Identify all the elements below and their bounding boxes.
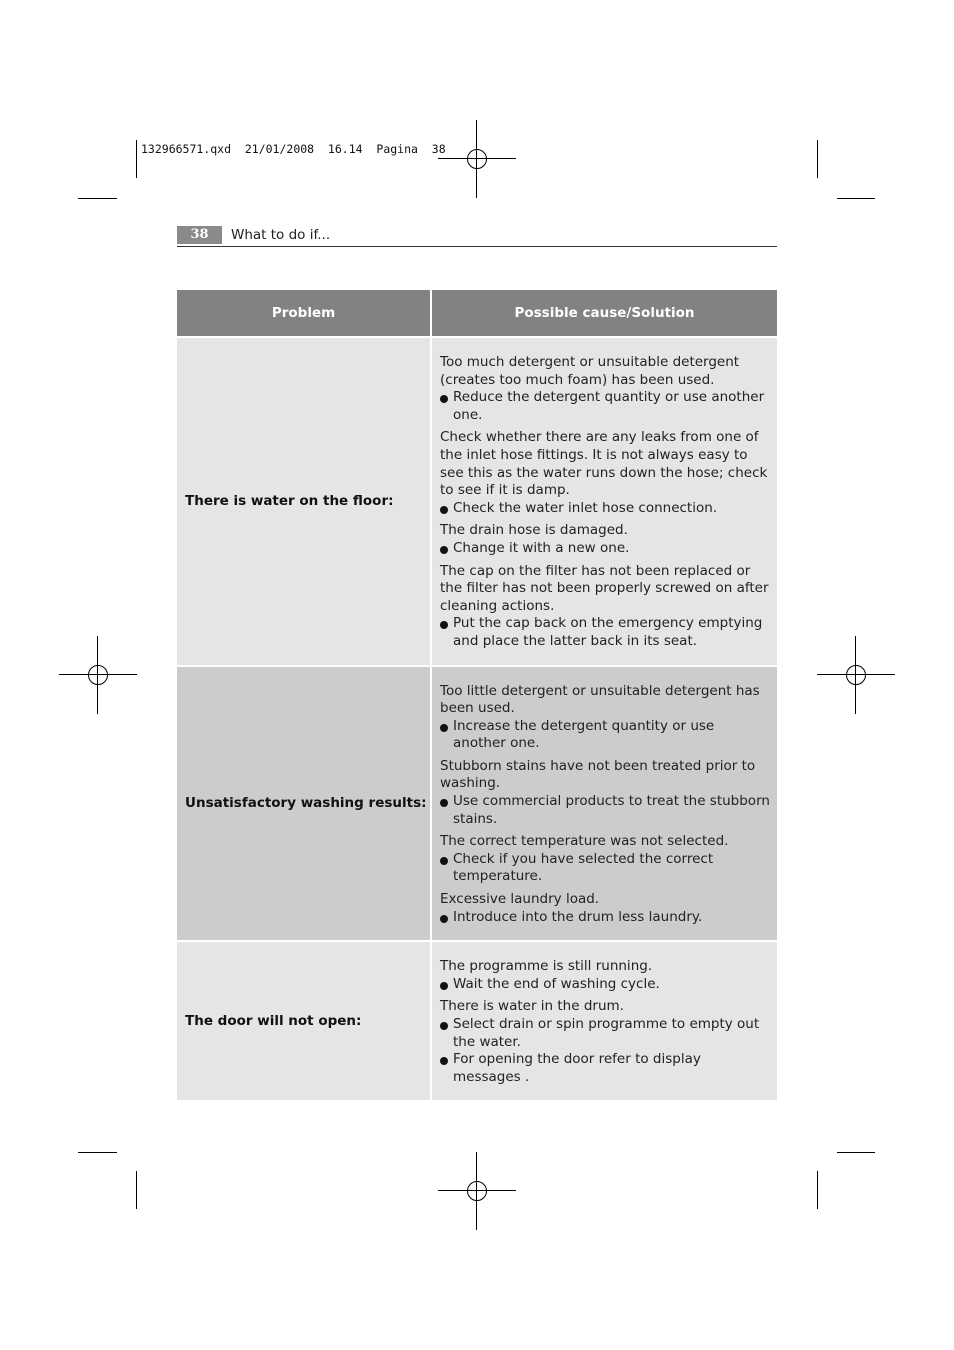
cause-group	[440, 833, 771, 886]
bullet-icon	[440, 799, 448, 807]
solution-item: Use commercial products to treat the stubborn stains.	[440, 793, 771, 828]
print-slug: 132966571.qxd 21/01/2008 16.14 Pagina 38	[141, 142, 446, 156]
table-header-row	[177, 290, 777, 336]
problem-cell: The door will not open:	[177, 942, 430, 1100]
crop-mark	[136, 140, 137, 178]
registration-mark-bottom	[438, 1152, 516, 1230]
registration-mark-left	[59, 636, 137, 714]
solution-item: Put the cap back on the emergency emptying and place the latter back in its seat.	[440, 615, 771, 650]
crop-mark	[78, 1152, 117, 1153]
cause-group	[440, 683, 771, 753]
cause-text: Excessive laundry load.	[440, 891, 600, 908]
solution-item: For opening the door refer to display messages .	[440, 1051, 771, 1086]
cause-group	[440, 563, 771, 651]
problem-cell: Unsatisfactory washing results:	[177, 667, 430, 941]
column-header-solution: Possible cause/Solution	[432, 290, 777, 336]
crop-mark	[136, 1171, 137, 1209]
page-header	[177, 226, 777, 247]
cause-text: There is water in the drum.	[440, 998, 624, 1015]
registration-mark-right	[817, 636, 895, 714]
cause-text: The programme is still running.	[440, 958, 653, 975]
solution-cell	[432, 942, 777, 1100]
bullet-icon	[440, 915, 448, 923]
bullet-icon	[440, 982, 448, 990]
solution-item: Wait the end of washing cycle.	[440, 976, 771, 994]
cause-group	[440, 758, 771, 828]
table-row	[177, 942, 777, 1100]
registration-mark-top	[438, 120, 516, 198]
bullet-icon	[440, 857, 448, 865]
cause-text: Stubborn stains have not been treated prior to washing.	[440, 757, 756, 792]
section-title: What to do if...	[231, 227, 331, 243]
solution-cell	[432, 667, 777, 941]
solution-item: Select drain or spin programme to empty out the water.	[440, 1016, 771, 1051]
page-number: 38	[177, 226, 222, 244]
cause-group	[440, 429, 771, 517]
solution-item: Change it with a new one.	[440, 540, 771, 558]
cause-text: Too little detergent or unsuitable detergent has been used.	[440, 682, 760, 717]
bullet-icon	[440, 506, 448, 514]
cause-text: Check whether there are any leaks from one of the inlet hose fittings. It is not always easy to see this as the water runs down the hose; check to see if it is damp.	[440, 429, 768, 499]
table-row	[177, 667, 777, 941]
solution-item: Increase the detergent quantity or use another one.	[440, 718, 771, 753]
cause-text: Too much detergent or unsuitable detergent (creates too much foam) has been used.	[440, 354, 740, 388]
cause-text: The cap on the filter has not been replaced or the filter has not been properly screwed on after cleaning actions.	[440, 562, 769, 614]
cause-text: The correct temperature was not selected.	[440, 833, 729, 850]
bullet-icon	[440, 546, 448, 554]
bullet-icon	[440, 724, 448, 732]
bullet-icon	[440, 1022, 448, 1030]
bullet-icon	[440, 1057, 448, 1065]
troubleshooting-table	[177, 290, 777, 1100]
cause-group	[440, 891, 771, 926]
table-row	[177, 338, 777, 665]
solution-cell	[432, 338, 777, 665]
crop-mark	[837, 198, 875, 199]
crop-mark	[837, 1152, 875, 1153]
solution-item: Reduce the detergent quantity or use another one.	[440, 389, 771, 424]
cause-text: The drain hose is damaged.	[440, 522, 628, 539]
cause-group	[440, 522, 771, 557]
bullet-icon	[440, 621, 448, 629]
solution-item: Check if you have selected the correct temperature.	[440, 851, 771, 886]
crop-mark	[817, 140, 818, 178]
solution-item: Introduce into the drum less laundry.	[440, 909, 771, 927]
bullet-icon	[440, 395, 448, 403]
crop-mark	[78, 198, 117, 199]
problem-cell: There is water on the floor:	[177, 338, 430, 665]
cause-group	[440, 998, 771, 1086]
solution-item: Check the water inlet hose connection.	[440, 500, 771, 518]
cause-group	[440, 354, 771, 424]
column-header-problem: Problem	[177, 290, 430, 336]
cause-group	[440, 958, 771, 993]
crop-mark	[817, 1171, 818, 1209]
